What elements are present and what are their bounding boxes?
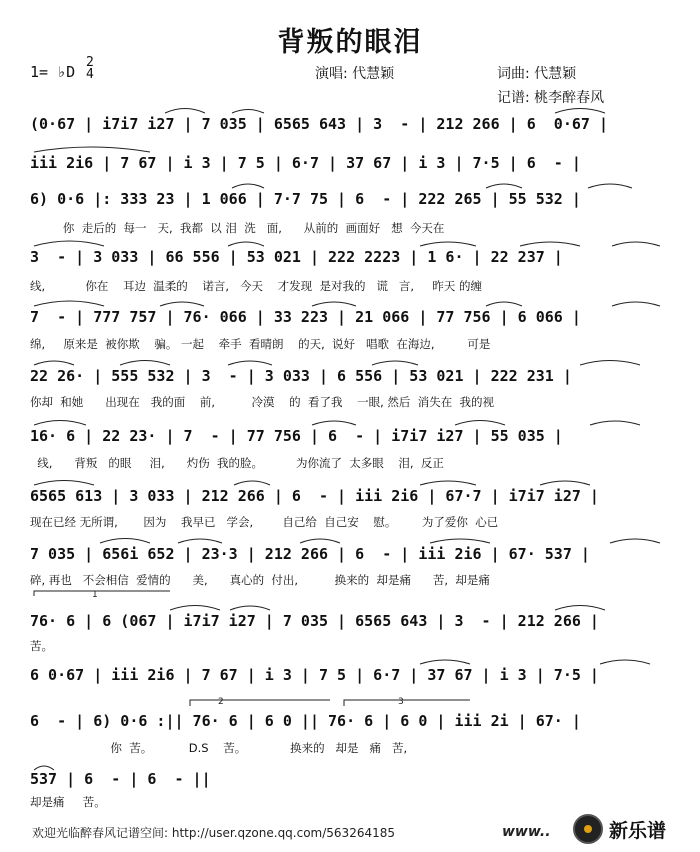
score-line-13-notes: 537 | 6 - | 6 - || — [30, 770, 211, 788]
score-line-5-lyrics: 绵, 原来是 被你欺 骗。 一起 牵手 看晴朗 的天, 说好 唱歌 在海边, 可是 — [30, 337, 491, 351]
score-line-8-notes: 6565 613 | 3 033 | 212 266 | 6 - | iii 2i6 | 67·7 | i7i7 i27 | — [30, 487, 599, 505]
score-line-4-lyrics: 线, 你在 耳边 温柔的 诺言, 今天 才发现 是对我的 谎 言, 昨天 的缠 — [30, 279, 482, 293]
score-line-10-notes: 76· 6 | 6 (067 | i7i7 i27 | 7 035 | 6565 643 | 3 - | 212 266 | — [30, 612, 599, 630]
time-signature-top: 2 — [86, 55, 94, 70]
singer-credit: 演唱: 代慧颖 — [315, 66, 395, 82]
score-line-8-lyrics: 现在已经 无所谓, 因为 我早已 学会, 自己给 自己安 慰。 为了爱你 心已 — [30, 515, 499, 529]
score-line-12-lyrics: 你 苦。 D.S 苦。 换来的 却是 痛 苦, — [30, 741, 408, 755]
score-line-10-lyrics: 苦。 — [30, 639, 53, 653]
svg-text:3: 3 — [398, 697, 404, 707]
svg-text:1: 1 — [92, 590, 98, 600]
score-line-6-lyrics: 你却 和她 出现在 我的面 前, 冷漠 的 看了我 一眼, 然后 消失在 我的视 — [30, 395, 495, 409]
footer-visit-text: 欢迎光临醉春风记谱空间: http://user.qzone.qq.com/563264185 — [32, 826, 396, 840]
composer-credit: 词曲: 代慧颖 — [497, 66, 577, 82]
music-disc-icon — [573, 814, 603, 844]
score-line-2-notes: iii 2i6 | 7 67 | i 3 | 7 5 | 6·7 | 37 67 | i 3 | 7·5 | 6 - | — [30, 154, 581, 172]
transcriber-credit: 记谱: 桃李醉春风 — [497, 90, 605, 106]
score-line-5-notes: 7 - | 777 757 | 76· 066 | 33 223 | 21 066 | 77 756 | 6 066 | — [30, 308, 581, 326]
site-logo: 新乐谱 — [609, 820, 667, 842]
score-line-7-lyrics: 线, 背叛 的眼 泪, 灼伤 我的脸。 为你流了 太多眼 泪, 反正 — [30, 456, 444, 470]
score-line-4-notes: 3 - | 3 033 | 66 556 | 53 021 | 222 2223 | 1 6· | 22 237 | — [30, 248, 563, 266]
score-line-9-notes: 7 035 | 656i 652 | 23·3 | 212 266 | 6 - | iii 2i6 | 67· 537 | — [30, 545, 590, 563]
svg-text:2: 2 — [218, 697, 224, 707]
footer-www: www.. — [502, 824, 551, 840]
time-signature-bottom: 4 — [86, 67, 94, 82]
score-line-7-notes: 16· 6 | 22 23· | 7 - | 77 756 | 6 - | i7i7 i27 | 55 035 | — [30, 427, 563, 445]
time-signature — [86, 57, 94, 81]
score-line-9-lyrics: 碎, 再也 不会相信 爱情的 美, 真心的 付出, 换来的 却是痛 苦, 却是痛 — [30, 573, 490, 587]
song-title: 背叛的眼泪 — [277, 27, 423, 58]
score-line-13-lyrics: 却是痛 苦。 — [30, 795, 106, 809]
score-line-3-lyrics: 你 走后的 每一 天, 我都 以 泪 洗 面, 从前的 画面好 想 今天在 — [30, 221, 445, 235]
score-line-3-notes: 6) 0·6 |: 333 23 | 1 066 | 7·7 75 | 6 - | 222 265 | 55 532 | — [30, 190, 581, 208]
score-line-6-notes: 22 26· | 555 532 | 3 - | 3 033 | 6 556 | 53 021 | 222 231 | — [30, 367, 572, 385]
key-signature: 1= ♭D — [30, 63, 76, 81]
score-line-12-notes: 6 - | 6) 0·6 :|| 76· 6 | 6 0 || 76· 6 | 6 0 | iii 2i | 67· | — [30, 712, 581, 730]
score-line-11-notes: 6 0·67 | iii 2i6 | 7 67 | i 3 | 7 5 | 6·7 | 37 67 | i 3 | 7·5 | — [30, 666, 599, 684]
score-line-1-notes: (0·67 | i7i7 i27 | 7 035 | 6565 643 | 3 - | 212 266 | 6 0·67 | — [30, 115, 608, 133]
